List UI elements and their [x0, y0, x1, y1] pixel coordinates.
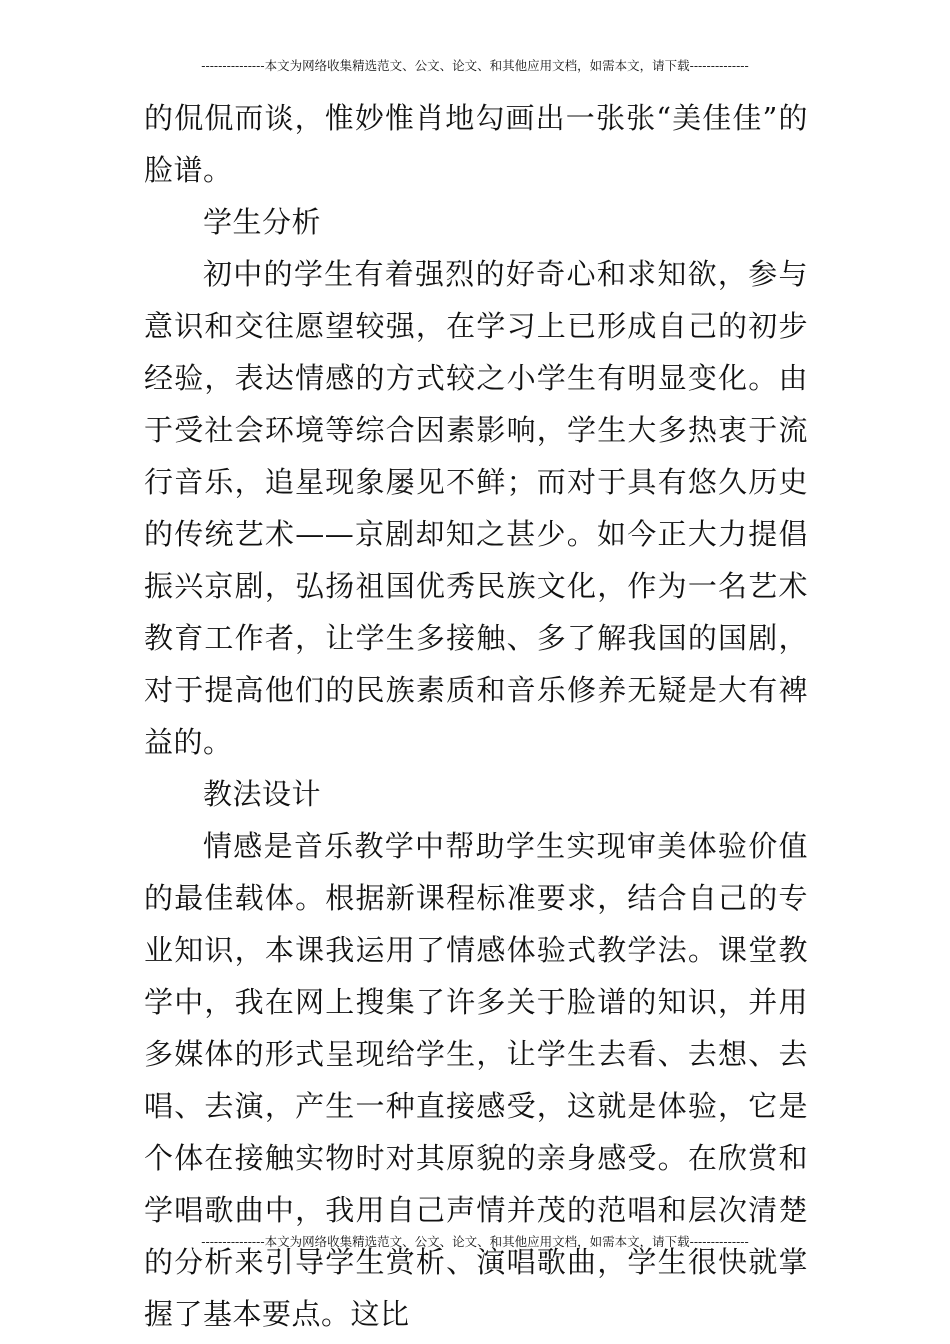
document-body [144, 92, 808, 1340]
continuation-paragraph: 的侃侃而谈，惟妙惟肖地勾画出一张张“美佳佳”的脸谱。 [144, 101, 808, 187]
page-header: ---------------本文为网络收集精选范文、公文、论文、和其他应用文档，如需本文，请下载-------------- [201, 58, 749, 73]
teaching-design-paragraph: 情感是音乐教学中帮助学生实现审美体验价值的最佳载体。根据新课程标准要求，结合自己的专业知识，本课我运用了情感体验式教学法。课堂教学中，我在网上搜集了许多关于脸谱的知识，并用多媒体的形式呈现给学生，让学生去看、去想、去唱、去演，产生一种直接感受，这就是体验，它是个体在接触实物时对其原貌的亲身感受。在欣赏和学唱歌曲中，我用自己声情并茂的范唱和层次清楚的分析来引导学生赏析、演唱歌曲，学生很快就掌握了基本要点。这比 [144, 829, 808, 1331]
section-heading-student-analysis: 学生分析 [203, 205, 322, 239]
student-analysis-paragraph: 初中的学生有着强烈的好奇心和求知欲，参与意识和交往愿望较强，在学习上已形成自己的初步经验，表达情感的方式较之小学生有明显变化。由于受社会环境等综合因素影响，学生大多热衷于流行音乐，追星现象屡见不鲜；而对于具有悠久历史的传统艺术——京剧却知之甚少。如今正大力提倡振兴京剧，弘扬祖国优秀民族文化，作为一名艺术教育工作者，让学生多接触、多了解我国的国剧，对于提高他们的民族素质和音乐修养无疑是大有裨益的。 [144, 257, 808, 759]
page-footer: ---------------本文为网络收集精选范文、公文、论文、和其他应用文档，如需本文，请下载-------------- [201, 1234, 749, 1249]
section-heading-teaching-design: 教法设计 [203, 777, 322, 811]
